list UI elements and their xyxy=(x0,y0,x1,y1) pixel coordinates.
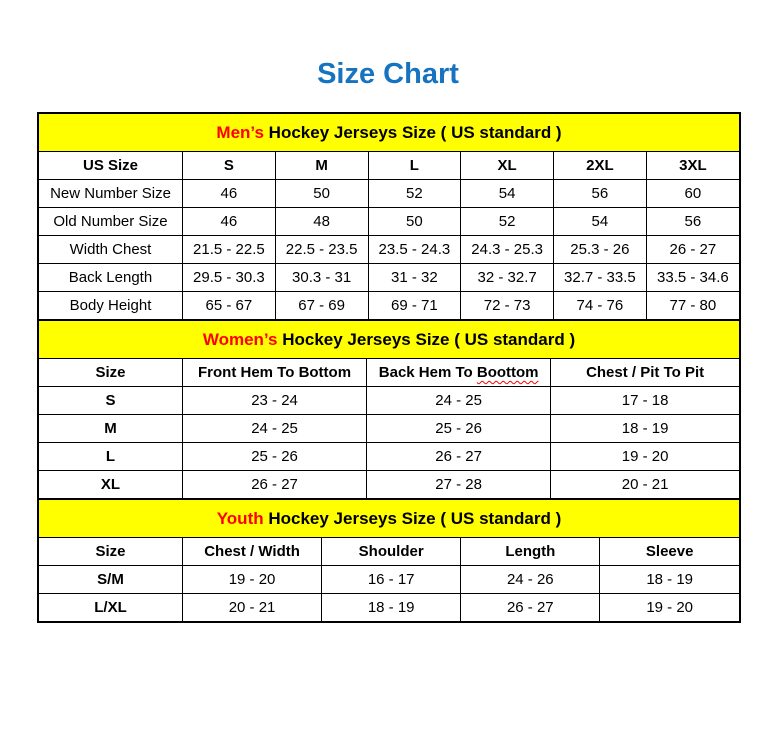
womens-cell-value: 18 - 19 xyxy=(551,415,739,443)
mens-table-row xyxy=(39,208,739,236)
mens-row-label: Width Chest xyxy=(39,236,183,264)
mens-cell-value: 67 - 69 xyxy=(275,292,368,320)
youth-table-body xyxy=(39,566,739,622)
youth-size-table xyxy=(39,498,739,621)
youth-row-label: S/M xyxy=(39,566,183,594)
womens-caption-row xyxy=(39,320,739,359)
mens-cell-value: 69 - 71 xyxy=(368,292,461,320)
page-title: Size Chart xyxy=(317,58,459,90)
mens-cell-value: 50 xyxy=(275,180,368,208)
mens-table-row xyxy=(39,264,739,292)
mens-caption-text: Hockey Jerseys Size ( US standard ) xyxy=(263,123,562,142)
youth-cell-value: 19 - 20 xyxy=(183,566,322,594)
mens-table-row xyxy=(39,236,739,264)
mens-cell-value: 32.7 - 33.5 xyxy=(554,264,647,292)
size-tables-container xyxy=(37,112,741,623)
mens-cell-value: 52 xyxy=(461,208,554,236)
mens-column-header: US Size xyxy=(39,152,183,180)
mens-row-label: Back Length xyxy=(39,264,183,292)
womens-row-label: L xyxy=(39,443,183,471)
mens-caption-highlight: Men’s xyxy=(216,123,264,142)
misspelled-word: Boottom xyxy=(476,364,539,381)
mens-cell-value: 52 xyxy=(368,180,461,208)
youth-cell-value: 18 - 19 xyxy=(600,566,739,594)
mens-cell-value: 74 - 76 xyxy=(554,292,647,320)
mens-cell-value: 24.3 - 25.3 xyxy=(461,236,554,264)
youth-table-row xyxy=(39,594,739,622)
womens-table-row xyxy=(39,443,739,471)
youth-cell-value: 16 - 17 xyxy=(322,566,461,594)
mens-cell-value: 54 xyxy=(461,180,554,208)
mens-column-header: L xyxy=(368,152,461,180)
mens-caption-row xyxy=(39,114,739,152)
womens-caption xyxy=(39,320,739,359)
mens-cell-value: 26 - 27 xyxy=(646,236,739,264)
womens-table-row xyxy=(39,415,739,443)
youth-cell-value: 26 - 27 xyxy=(461,594,600,622)
youth-row-label: L/XL xyxy=(39,594,183,622)
womens-cell-value: 23 - 24 xyxy=(183,387,367,415)
youth-caption-row xyxy=(39,499,739,538)
mens-column-header: XL xyxy=(461,152,554,180)
youth-header-row xyxy=(39,538,739,566)
youth-column-header: Sleeve xyxy=(600,538,739,566)
mens-cell-value: 50 xyxy=(368,208,461,236)
womens-table-row xyxy=(39,471,739,499)
womens-cell-value: 26 - 27 xyxy=(183,471,367,499)
womens-cell-value: 27 - 28 xyxy=(367,471,551,499)
youth-caption-text: Hockey Jerseys Size ( US standard ) xyxy=(263,509,562,528)
mens-row-label: New Number Size xyxy=(39,180,183,208)
womens-cell-value: 24 - 25 xyxy=(367,387,551,415)
mens-column-header: 3XL xyxy=(646,152,739,180)
youth-cell-value: 24 - 26 xyxy=(461,566,600,594)
womens-table-body xyxy=(39,387,739,499)
mens-cell-value: 25.3 - 26 xyxy=(554,236,647,264)
womens-table-row xyxy=(39,387,739,415)
mens-cell-value: 72 - 73 xyxy=(461,292,554,320)
womens-row-label: XL xyxy=(39,471,183,499)
mens-header-row xyxy=(39,152,739,180)
womens-cell-value: 24 - 25 xyxy=(183,415,367,443)
mens-column-header: M xyxy=(275,152,368,180)
mens-cell-value: 33.5 - 34.6 xyxy=(646,264,739,292)
mens-row-label: Body Height xyxy=(39,292,183,320)
mens-cell-value: 77 - 80 xyxy=(646,292,739,320)
womens-row-label: M xyxy=(39,415,183,443)
mens-cell-value: 54 xyxy=(554,208,647,236)
womens-column-header: Size xyxy=(39,359,183,387)
mens-column-header: 2XL xyxy=(554,152,647,180)
mens-cell-value: 23.5 - 24.3 xyxy=(368,236,461,264)
mens-cell-value: 30.3 - 31 xyxy=(275,264,368,292)
youth-column-header: Shoulder xyxy=(322,538,461,566)
youth-table-row xyxy=(39,566,739,594)
womens-cell-value: 25 - 26 xyxy=(367,415,551,443)
youth-caption-highlight: Youth xyxy=(216,509,264,528)
youth-caption xyxy=(39,499,739,538)
womens-cell-value: 26 - 27 xyxy=(367,443,551,471)
mens-cell-value: 48 xyxy=(275,208,368,236)
mens-cell-value: 65 - 67 xyxy=(183,292,276,320)
mens-cell-value: 21.5 - 22.5 xyxy=(183,236,276,264)
womens-caption-highlight: Women’s xyxy=(202,330,278,349)
womens-size-table xyxy=(39,319,739,498)
mens-column-header: S xyxy=(183,152,276,180)
mens-size-table xyxy=(39,114,739,319)
mens-table-row xyxy=(39,292,739,320)
youth-column-header: Size xyxy=(39,538,183,566)
mens-cell-value: 29.5 - 30.3 xyxy=(183,264,276,292)
youth-column-header: Length xyxy=(461,538,600,566)
mens-cell-value: 56 xyxy=(646,208,739,236)
mens-cell-value: 31 - 32 xyxy=(368,264,461,292)
youth-cell-value: 20 - 21 xyxy=(183,594,322,622)
mens-cell-value: 22.5 - 23.5 xyxy=(275,236,368,264)
youth-cell-value: 19 - 20 xyxy=(600,594,739,622)
womens-column-header: Chest / Pit To Pit xyxy=(551,359,739,387)
youth-column-header: Chest / Width xyxy=(183,538,322,566)
mens-cell-value: 60 xyxy=(646,180,739,208)
mens-cell-value: 32 - 32.7 xyxy=(461,264,554,292)
womens-cell-value: 17 - 18 xyxy=(551,387,739,415)
youth-cell-value: 18 - 19 xyxy=(322,594,461,622)
womens-column-header: Back Hem To Boottom xyxy=(367,359,551,387)
womens-cell-value: 19 - 20 xyxy=(551,443,739,471)
womens-header-row xyxy=(39,359,739,387)
mens-table-row xyxy=(39,180,739,208)
mens-row-label: Old Number Size xyxy=(39,208,183,236)
mens-cell-value: 56 xyxy=(554,180,647,208)
mens-table-body xyxy=(39,180,739,320)
womens-column-header: Front Hem To Bottom xyxy=(183,359,367,387)
mens-caption xyxy=(39,114,739,152)
mens-cell-value: 46 xyxy=(183,208,276,236)
womens-caption-text: Hockey Jerseys Size ( US standard ) xyxy=(277,330,576,349)
womens-row-label: S xyxy=(39,387,183,415)
mens-cell-value: 46 xyxy=(183,180,276,208)
womens-cell-value: 20 - 21 xyxy=(551,471,739,499)
size-chart-page xyxy=(0,58,776,623)
womens-cell-value: 25 - 26 xyxy=(183,443,367,471)
